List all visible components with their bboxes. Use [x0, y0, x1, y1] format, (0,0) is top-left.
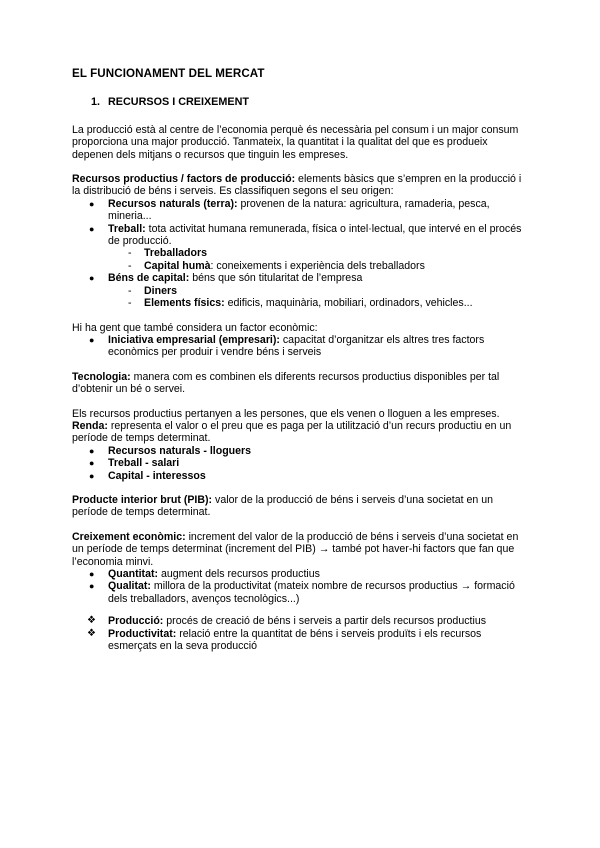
- list-item: [72, 198, 530, 223]
- item-text: edificis, maquinària, mobiliari, ordinadors, vehicles...: [224, 297, 473, 310]
- sublist: [108, 285, 530, 310]
- list-item: [72, 334, 530, 359]
- intro-paragraph: La producció està al centre de l’economia perquè és necessària pel consum i un major consum proporciona una major producció. Tanmateix, la quantitat i la qualitat del que es produeix depenen dels mitjans o recursos que tinguin les empreses.: [72, 123, 519, 161]
- item-term: Qualitat:: [108, 580, 151, 593]
- item-text: : coneixements i experiència dels treballadors: [210, 259, 425, 272]
- bullet-icon: ●: [89, 223, 95, 234]
- recursos-list: [72, 198, 530, 310]
- pib-term: Producte interior brut (PIB):: [72, 493, 213, 506]
- item-term: Recursos naturals (terra):: [108, 197, 238, 210]
- item-term: Treball:: [108, 222, 146, 235]
- bullet-icon: ●: [89, 445, 95, 456]
- sublist-item: [108, 285, 530, 297]
- creixement-text: increment del valor de la producció de béns i serveis d’una societat en un període de temps determinat (increment del PIB) → també pot haver-hi factors que fan que l’economia minvi.: [72, 530, 519, 568]
- bullet-icon: ●: [89, 569, 95, 579]
- renda-term: Renda:: [72, 419, 108, 432]
- item-term: Béns de capital:: [108, 272, 190, 285]
- factor-list: [72, 334, 530, 359]
- item-term: Iniciativa empresarial (empresari):: [108, 333, 280, 346]
- section-title: RECURSOS I CREIXEMENT: [108, 96, 249, 109]
- recursos-term: Recursos productius / factors de producció:: [72, 173, 296, 186]
- list-item: [72, 223, 530, 273]
- item-text: procés de creació de béns i serveis a partir dels recursos productius: [163, 615, 487, 628]
- list-item: [72, 628, 530, 653]
- item-term: Quantitat:: [108, 568, 159, 580]
- diamond-icon: ❖: [87, 627, 96, 639]
- item-term: Productivitat:: [108, 627, 177, 640]
- sublist-item: [108, 247, 530, 259]
- section-heading: [91, 96, 530, 108]
- document-title: EL FUNCIONAMENT DEL MERCAT: [72, 67, 265, 80]
- list-item: [72, 470, 530, 482]
- bullet-icon: ●: [89, 273, 95, 284]
- list-item: [72, 568, 530, 580]
- creixement-list: [72, 568, 530, 605]
- list-item: [72, 580, 530, 605]
- tecnologia-term: Tecnologia:: [72, 370, 131, 383]
- list-item: [72, 615, 530, 627]
- item-text: tota activitat humana remunerada, física o intel·lectual, que intervé en el procés de producció.: [108, 222, 522, 248]
- pib-paragraph: [72, 494, 530, 519]
- item-term: Diners: [144, 284, 177, 297]
- dash-icon: -: [128, 247, 132, 260]
- factor-paragraph: Hi ha gent que també considera un factor econòmic:: [72, 321, 318, 334]
- pib-text: valor de la producció de béns i serveis d’una societat en un període de temps determinat.: [72, 493, 493, 519]
- renda-pre-paragraph: Els recursos productius pertanyen a les persones, que els venen o lloguen a les empreses.: [72, 407, 500, 420]
- renda-text: representa el valor o el preu que es paga per la utilització d’un recurs productiu en un període de temps determinat.: [72, 419, 512, 445]
- item-term: Recursos naturals - lloguers: [108, 444, 252, 457]
- sublist: [108, 247, 530, 272]
- renda-paragraph: [72, 420, 530, 445]
- item-term: Elements físics:: [144, 297, 225, 310]
- bullet-icon: ●: [89, 470, 95, 481]
- definicions-list: [72, 615, 530, 652]
- recursos-text: elements bàsics que s’empren en la producció i la distribució de béns i serveis. Es classifiquen segons el seu origen:: [72, 173, 522, 198]
- list-item: [72, 272, 530, 309]
- creixement-term: Creixement econòmic:: [72, 530, 186, 543]
- tecnologia-text: manera com es combinen els diferents recursos productius disponibles per tal d’obtenir un bé o servei.: [72, 370, 500, 396]
- creixement-paragraph: [72, 531, 530, 568]
- item-text: augment dels recursos productius: [158, 568, 320, 580]
- item-text: millora de la productivitat (mateix nombre de recursos productius → formació dels treballadors, avenços tecnològics...): [108, 580, 515, 605]
- item-term: Capital humà: [144, 259, 211, 272]
- bullet-icon: ●: [89, 581, 95, 592]
- renda-list: [72, 445, 530, 482]
- list-item: [72, 445, 530, 457]
- bullet-icon: ●: [89, 458, 95, 469]
- item-term: Producció:: [108, 615, 164, 628]
- dash-icon: -: [128, 284, 132, 297]
- recursos-paragraph: [72, 173, 530, 198]
- item-term: Treball - salari: [108, 457, 180, 470]
- section-number: 1.: [91, 96, 101, 109]
- item-text: relació entre la quantitat de béns i serveis produïts i els recursos esmerçats en la seva producció: [108, 627, 482, 653]
- list-item: [72, 457, 530, 469]
- item-text: capacitat d’organitzar els altres tres factors econòmics per produir i vendre béns i serveis: [108, 333, 485, 359]
- dash-icon: -: [128, 297, 132, 310]
- item-term: Treballadors: [144, 247, 207, 260]
- item-text: provenen de la natura: agricultura, ramaderia, pesca, mineria...: [108, 197, 490, 223]
- tecnologia-paragraph: [72, 371, 530, 396]
- dash-icon: -: [128, 259, 132, 272]
- bullet-icon: ●: [89, 198, 95, 209]
- document-page: [72, 68, 530, 652]
- item-text: béns que són titularitat de l’empresa: [189, 272, 363, 285]
- item-term: Capital - interessos: [108, 469, 206, 482]
- sublist-item: [108, 260, 530, 272]
- bullet-icon: ●: [89, 334, 95, 345]
- diamond-icon: ❖: [87, 615, 96, 627]
- sublist-item: [108, 297, 530, 309]
